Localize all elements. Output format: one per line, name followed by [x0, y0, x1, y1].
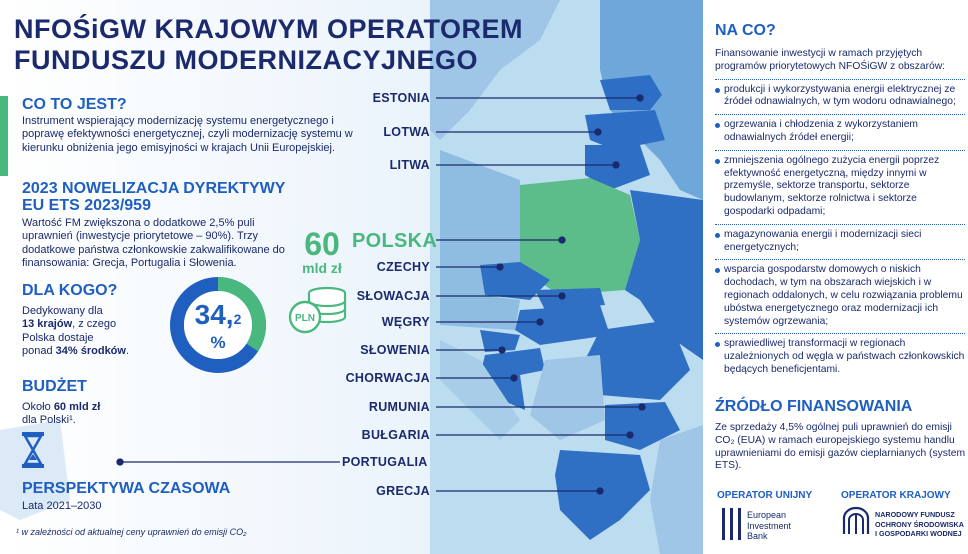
- pln-coin-label: PLN: [295, 313, 315, 324]
- nowelizacja-text: Wartość FM zwiększona o dodatkowe 2,5% puli uprawnień (inwestycje priorytetowe – 90%). Trzy dodatkowe państwa członkowskie zakwalifikowane do finansowania: Grecja, Portugalia i Słowenia.: [22, 217, 285, 270]
- budzet-heading: BUDŻET: [22, 378, 87, 395]
- na-co-item: ogrzewania i chłodzenia z wykorzystaniem odnawialnych źródeł energii;: [715, 119, 965, 145]
- na-co-item: magazynowania energii i modernizacji sieci energetycznych;: [715, 229, 965, 255]
- divider: [715, 259, 965, 260]
- section-perspektywa: [22, 480, 282, 513]
- section-nowelizacja: [22, 180, 322, 271]
- label-croatia: CHORWACJA: [345, 371, 430, 385]
- section-dla-kogo: [22, 282, 172, 359]
- divider: [715, 224, 965, 225]
- nf-line-3: I GOSPODARKI WODNEJ: [875, 529, 962, 538]
- donut-value-sub: 2: [233, 311, 242, 327]
- zrodlo-heading: ŹRÓDŁO FINANSOWANIA: [715, 398, 913, 415]
- eib-line-3: Bank: [747, 531, 768, 541]
- map-estonia: [600, 75, 662, 110]
- section-budzet: [22, 378, 192, 428]
- co-to-jest-heading: CO TO JEST?: [22, 96, 127, 113]
- section-co-to-jest: [22, 96, 357, 155]
- accent-bar: [0, 96, 8, 176]
- share-donut: [168, 275, 268, 375]
- na-co-intro: Finansowanie inwestycji w ramach przyjętych programów priorytetowych NFOŚiGW z obszarów:: [715, 48, 946, 72]
- right-panel: [703, 0, 968, 554]
- divider: [715, 114, 965, 115]
- eib-line-1: European: [747, 510, 787, 520]
- nf-line-1: NARODOWY FUNDUSZ: [875, 510, 955, 519]
- dla-kogo-line-4-prefix: ponad: [22, 345, 53, 358]
- donut-value: [168, 301, 268, 333]
- dla-kogo-line-4-suffix: .: [125, 345, 130, 358]
- label-greece: GRECJA: [376, 484, 430, 498]
- label-slovenia: SŁOWENIA: [360, 343, 430, 357]
- na-co-item: produkcji i wykorzystywania energii elektrycznej ze źródeł odnawialnych, w tym wodoru odnawialnego;: [715, 84, 965, 110]
- title-line-2: FUNDUSZU MODERNIZACYJNEGO: [14, 45, 479, 75]
- perspektywa-heading: PERSPEKTYWA CZASOWA: [22, 480, 231, 497]
- na-co-item: wsparcia gospodarstw domowych o niskich dochodach, w tym na obszarach wiejskich i w regionach oddalonych, w celu rozwiązania problemu ubóstwa energetycznego oraz modernizacji ich systemów ogrzewania;: [715, 264, 965, 328]
- title-line-1: NFOŚiGW KRAJOWYM OPERATOREM: [14, 14, 524, 44]
- label-poland: POLSKA: [352, 230, 438, 252]
- dla-kogo-line-3: Polska dostaje: [22, 331, 94, 344]
- label-portugal: PORTUGALIA: [342, 455, 428, 469]
- budzet-line-2: dla Polski¹.: [22, 414, 76, 427]
- operator-unijny-label: OPERATOR UNIJNY: [717, 490, 813, 501]
- label-lithuania: LITWA: [389, 158, 430, 172]
- donut-percent: %: [210, 333, 226, 352]
- nfosigw-logo-icon: [841, 506, 871, 538]
- co-to-jest-text: Instrument wspierający modernizację systemu energetycznego i poprawę efektywności energetycznej, czyli modernizację systemu w kierunku obniżenia jego emisyjności w krajach Unii Europejskiej.: [22, 115, 353, 154]
- hourglass-icon: [22, 432, 44, 468]
- label-romania: RUMUNIA: [368, 400, 430, 414]
- polska-amount-value: 60: [304, 226, 340, 262]
- label-czechia: CZECHY: [376, 260, 430, 274]
- label-bulgaria: BUŁGARIA: [361, 428, 430, 442]
- eib-logo-text: [747, 510, 791, 542]
- label-latvia: LOTWA: [383, 125, 430, 139]
- label-estonia: ESTONIA: [372, 91, 430, 105]
- na-co-item: zmniejszenia ogólnego zużycia energii poprzez efektywność energetyczną, między innymi w przemyśle, sektorze transportu, sektorze budowlanym, sektorze rolnictwa i sektorze gospodarki odpadami;: [715, 155, 965, 219]
- nowelizacja-heading-2: EU ETS 2023/959: [22, 197, 151, 214]
- dla-kogo-line-4: [22, 345, 172, 358]
- page-title: [14, 14, 574, 76]
- label-hungary: WĘGRY: [381, 315, 430, 329]
- budzet-text: [22, 401, 192, 428]
- budzet-line-1: [22, 401, 192, 414]
- dla-kogo-bold-share: 34% środków: [55, 345, 126, 358]
- budzet-bold-amount: 60 mld zł: [53, 401, 101, 413]
- section-na-co: [715, 22, 965, 382]
- budzet-line-1-prefix: Około: [22, 401, 51, 413]
- na-co-item: sprawiedliwej transformacji w regionach uzależnionych od węgla w państwach członkowskich będących beneficjentami.: [715, 338, 965, 376]
- dla-kogo-line-1: Dedykowany dla: [22, 305, 103, 317]
- na-co-heading: NA CO?: [715, 22, 776, 39]
- dla-kogo-heading: DLA KOGO?: [22, 282, 118, 299]
- nowelizacja-heading-1: 2023 NOWELIZACJA DYREKTYWY: [22, 180, 286, 197]
- zrodlo-text: Ze sprzedaży 4,5% ogólnej puli uprawnień do emisji CO₂ (EUA) w ramach europejskiego systemu handlu uprawnieniami do emisji gazów cieplarnianych (system ETS).: [715, 422, 966, 472]
- footnote: ¹ w zależności od aktualnej ceny uprawnień do emisji CO₂: [16, 527, 247, 537]
- perspektywa-text: Lata 2021–2030: [22, 500, 102, 512]
- divider: [715, 79, 965, 80]
- donut-value-main: 34,: [194, 299, 234, 330]
- nfosigw-logo-text: [875, 510, 964, 539]
- dla-kogo-text: [22, 305, 172, 359]
- polska-amount-unit: mld zł: [302, 260, 342, 276]
- nf-line-2: OCHRONY ŚRODOWISKA: [875, 519, 964, 529]
- eib-logo-icon: [721, 506, 743, 542]
- label-slovakia: SŁOWACJA: [356, 289, 430, 303]
- dla-kogo-line-2-rest: , z czego: [72, 318, 117, 331]
- dla-kogo-line-2: [22, 318, 172, 331]
- dla-kogo-bold-countries: 13 krajów: [22, 318, 73, 331]
- operator-krajowy-label: OPERATOR KRAJOWY: [841, 490, 951, 501]
- divider: [715, 333, 965, 334]
- section-zrodlo: [715, 398, 967, 473]
- divider: [715, 150, 965, 151]
- eib-line-2: Investment: [747, 520, 792, 531]
